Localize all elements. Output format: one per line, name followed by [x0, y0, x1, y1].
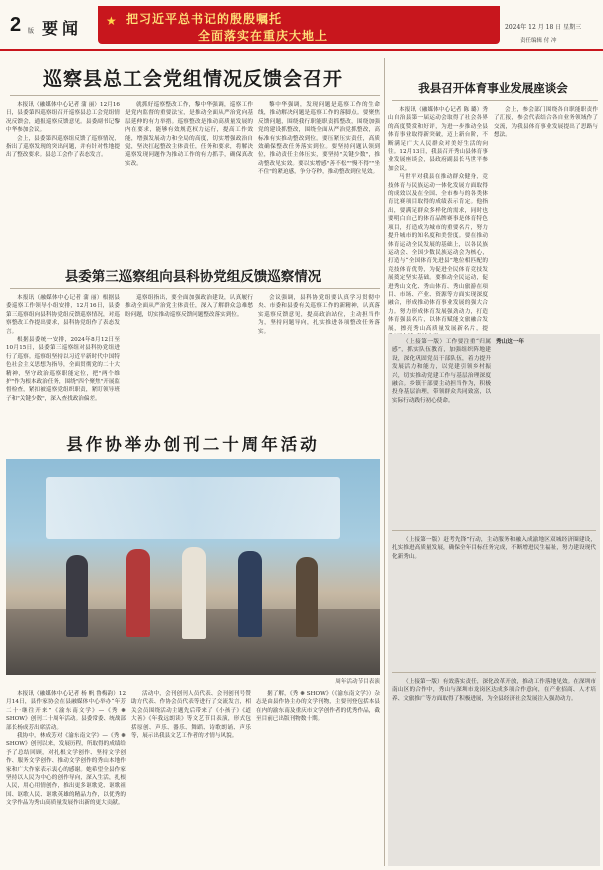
continuation-heading: 秀山这一年	[496, 339, 524, 345]
article-2-col-1	[388, 106, 488, 332]
article-4-col-1	[6, 690, 126, 866]
continuation-text: （上接第一版）有效落实责任，深化改革开放，推动工作落地见效。在深圳市南山区的合作中，秀山与深圳市龙岗区达成多项合作意向，在产业招商、人才培养、文旅推广等方面取得了积极进展，为全县经济社会发展注入强劲动力。	[392, 679, 596, 702]
performer-figure	[126, 549, 150, 637]
article-2-col-2	[494, 106, 598, 322]
continuation-text: （上接第一版）工作要注重“归属感”，抓实队伍教育，加强组织阵地建设，深化巩固党员干部队伍，着力提升发展活力和能力，以党建引领乡村振兴，切实推动党建工作与基层治理深度融合。乡镇干部要主动担当作为，积极投身基层治理，带领群众共同致富，以实际行动践行初心使命。	[392, 339, 491, 404]
article-2-para: 会上，参会部门围绕各自职能职责作了汇报，参会代表结合各自业务领域作了交流，为我县体育事业发展提出了思路与想法。	[494, 107, 598, 139]
article-1-para: 黎中华强调，发现问题是巡察工作的生命线，推动解决问题是巡察工作的落脚点。要聚焦反馈问题，围绕我行职能职责抓整改，围绕加强党的建设抓整改，围绕全面从严治党抓整改，高标准有实推动整改到位。要压紧压实责任，高质效确保整改任务落实到位。要坚持问题认领到位，推动责任主体压实，要坚持"关键少数"，推动整改见实效。要以实增感"善不松""慢不得""坐不住"的紧迫感，争分夺秒，推动整改到位见效。	[258, 102, 380, 176]
section-title: 要闻	[42, 19, 83, 38]
continuation-segment-1	[392, 338, 491, 524]
article-3-col-3	[258, 294, 380, 404]
article-1-lead: 本报讯（融媒体中心记者 蒲 丽）12月16日，县委第四巡察组召开巡察县总工会党组情况反馈会，通报巡察反馈意见。县委副书记黎中华参加会议。	[6, 102, 120, 134]
continuation-box	[388, 334, 600, 866]
article-1-headline: 巡察县总工会党组情况反馈会召开	[42, 68, 343, 90]
continuation-segment-2	[392, 536, 596, 666]
header-rule	[0, 49, 603, 51]
article-3-col-1	[6, 294, 120, 404]
photo-caption: 周年活动节目表演	[335, 679, 380, 685]
continuation-divider	[392, 530, 596, 531]
article-4-col-2	[131, 690, 251, 866]
article-1-para: 会上，县委第四巡察组反馈了巡察情况，指出了巡察发现的突出问题，并有针对性地提出了整改要求。县总工会作了表态发言。	[6, 135, 120, 159]
article-1-col-2	[125, 101, 253, 256]
article-3-lead: 本报讯（融媒体中心记者 蒲 丽）根据县委巡察工作领导小组安排，12月16日，县委第三巡察组向县科协党组反馈巡察情况，对巡察整改工作提出要求，县科协党组作了表态发言。	[6, 295, 120, 335]
editor-credit: 责任编辑 付 冲	[520, 38, 557, 44]
article-4-col-3	[256, 690, 380, 866]
article-1-para: 就抓好巡察整改工作，黎中华强调，巡察工作是党内监督的重要法宝，是推动全面从严治党向基层延伸的有力举措。巡察整改是推动高质量发展的内在要求，能够有效规范权力运行，提高工作效能，增强发展动力和全局的高度，切实增强政治自觉，坚决扛起整改主体责任，任务和要求，将解决巡察发现问题作为推动工作的有力抓手，确保真改实改。	[125, 102, 253, 167]
performer-figure	[66, 555, 88, 637]
article-4-para: 据了解，《秀 ❋ SHOW》（《渝东南文学》）杂志是由县作协主办的文学刊物，主要刊登包括本县在内的渝东南及重庆市文学创作者的优秀作品，截至目前已出版刊物数十期。	[256, 691, 380, 723]
article-3-para: 会议强调，县科协党组要认真学习贯彻中央、市委和县委有关巡察工作的新精神，认真落实巡察反馈意见，提高政治站位，主动担当作为，坚持问题导向，扎实推进各项整改任务落实。	[258, 295, 380, 335]
continuation-segment-1b	[496, 338, 596, 524]
article-4-para: 活动中，会刊创刊人员代表、会刊创刊号赞助方代表、作协会员代表等进行了交流发言，相关会员围绕活动主题先后带来了《小孩子》《道大善》《年我远朗读》等文艺节目表演，形式包括原创、声乐、器乐、舞蹈、诗歌朗诵、声乐等，展示出我县文艺工作者的才情与风貌。	[131, 691, 251, 740]
article-3-rule	[10, 288, 380, 289]
article-3-para: 巡察组指出，要全面加强政治建设，认真履行推动全面从严治党主体责任，深入了解群众急难愁盼问题，切实推动巡察反馈问题整改落实到位。	[125, 295, 253, 318]
article-2-lead: 本报讯（融媒体中心记者 陈 璐）秀山自治县第一届运动会取得了社会各界的高度赞赏和好评，为进一步推动全县体育事业取得新突破，迈上新台阶，不断满足广大人民群众对美好生活的向往。12月13日，我县召开秀山县体育事业发展座谈会，县政府副县长马世平参加会议。	[388, 107, 488, 172]
article-2-para: 马世平对我县在推动群众健身，竞技体育与民族运动一体化发展方面取得的成效以及在全国、全市参与的各类体育比赛项目取得的成绩表示肯定。他指出，要满足群众多样化的需求，同时也要明白自己的体育品牌赛事是体育特色项目，打造成为城市的重要名片，努力提升城市的知名度和美誉度。要在推动体育运动全民发展的基础上，以各民族运动会、全国少数民族运动会为核心，打造与“全国体育先进县”地位相匹配的竞技体育优势，为促进全民体育竞技发展奠定坚实基础。要推动全民运动，促进秀山文化、秀山体育、秀山旅游在项目、市场、产业、资源等方面实现深度融合，形成推动体育事业发展的强大合力。努力形成体育发展强劲动力，打造体育强县名片，以体育赋能文旅融合发展，擦亮秀山高质量发展新名片，提	[388, 174, 488, 332]
star-icon: ★	[106, 14, 117, 28]
issue-date: 2024年 12 月 18 日 星期三	[505, 24, 582, 31]
performer-figure	[238, 551, 262, 637]
stage-backdrop	[46, 477, 340, 539]
slogan-line-2: 全面落实在重庆大地上	[198, 29, 329, 43]
page-number: 2	[10, 14, 22, 36]
continuation-segment-3	[392, 678, 596, 862]
article-4-para: 我协中，林成芳对《渝东南文学》—《秀 ❋ SHOW》创刊以来，发展历程，所取得的成绩给予了总结回顾，对扎根文学创作、坚持文学创作、服务文学创作、推动文学创作的秀山本地作家和广大作家表示衷心的感谢。她希望全县作家坚持以人民为中心的创作导向，深入生活，扎根人民，用心用情创作，推出更多讴歌党、讴歌祖国、讴歌人民、讴歌英雄的精品力作，以优秀的文学作品为秀山高质量发展作出新的更大贡献。	[6, 733, 126, 807]
article-2-headline: 我县召开体育事业发展座谈会	[418, 81, 568, 95]
article-4-headline: 县作协举办创刊二十周年活动	[66, 435, 320, 454]
article-1-col-3	[258, 101, 380, 256]
slogan-banner	[98, 6, 500, 44]
column-divider	[384, 58, 385, 866]
article-4-lead: 本报讯（融媒体中心记者 杨 帆 鲁梅韵）12月14日，县作家协会在县融媒体中心举办“年芳二十·继往开来”《渝东南文学》—《秀 ❋ SHOW》创刊二十周年活动。县委常委、统战部部长杨成芳出席活动。	[6, 691, 126, 731]
article-3-col-2	[125, 294, 253, 404]
article-2-rule	[392, 100, 598, 101]
article-3-para: 根据县委统一安排，2024年8月12日至10月15日，县委第三巡察组对县科协党组进行了巡察。巡察组坚持以习近平新时代中国特色社会主义思想为指导，全面贯彻党的二十大精神，坚守政治巡察职能定位，把"两个维护"作为根本政治任务，围绕"四个聚焦"开展监督检查，紧扣被巡察党组织职责，紧盯领导班子和"关键少数"，深入查找政治偏差。	[6, 337, 121, 402]
continuation-text: （上接第一版）赶考先锋”行动，主动服务和融入成渝地区双城经济圈建设，扎实推进高质量发展，确保全年目标任务完成，不断增进民生福祉，努力建设现代化新秀山。	[392, 537, 596, 560]
performer-figure	[296, 557, 318, 637]
article-1-rule	[10, 95, 380, 96]
edition-label: 版	[28, 28, 35, 35]
performer-figure	[182, 547, 206, 639]
continuation-divider	[392, 672, 596, 673]
page-header	[0, 0, 603, 48]
article-3-headline: 县委第三巡察组向县科协党组反馈巡察情况	[64, 269, 322, 285]
article-1-col-1	[6, 101, 120, 256]
event-photo	[6, 459, 380, 675]
slogan-line-1: 把习近平总书记的殷殷嘱托	[126, 12, 283, 26]
